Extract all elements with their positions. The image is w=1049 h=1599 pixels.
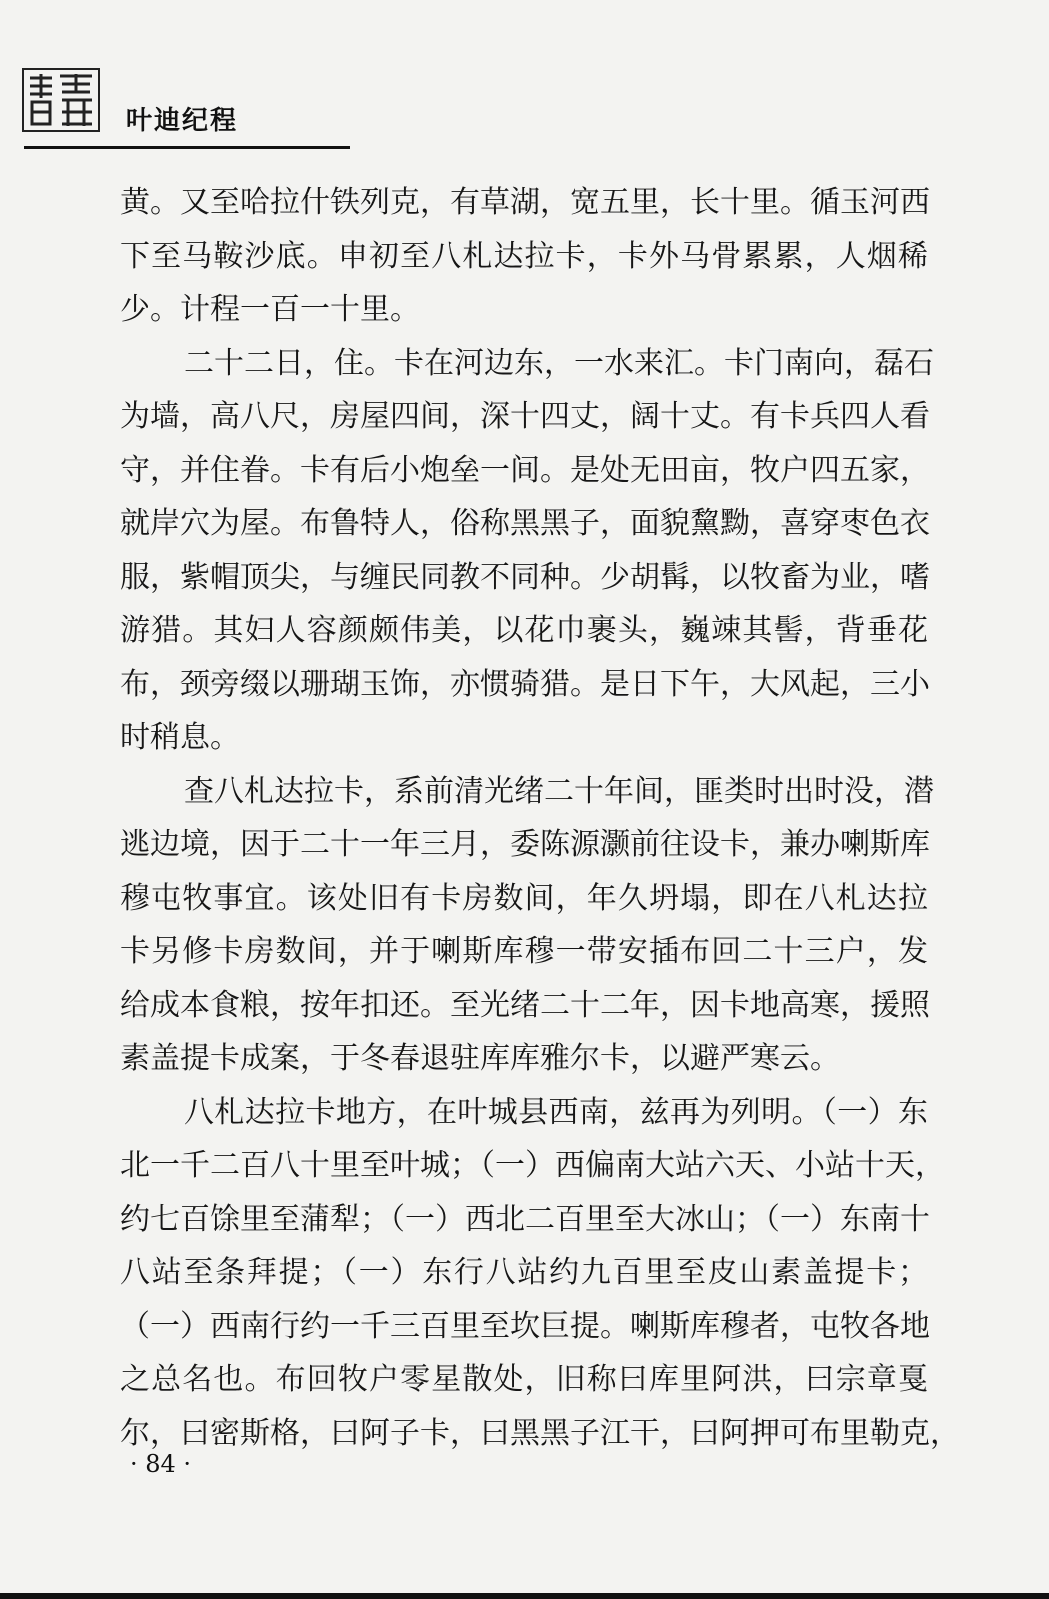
- text-line: 逃边境，因于二十一年三月，委陈源灏前往设卡，兼办喇斯库: [120, 827, 930, 862]
- text-line: 素盖提卡成案，于冬春退驻库库雅尔卡，以避严寒云。: [120, 1041, 840, 1076]
- text-line: 黄。又至哈拉什铁列克，有草湖，宽五里，长十里。循玉河西: [120, 185, 930, 220]
- text-line: 卡另修卡房数间，并于喇斯库穆一带安插布回二十三户，发: [120, 934, 928, 969]
- text-line: 八札达拉卡地方，在叶城县西南，兹再为列明。（一）东: [184, 1094, 928, 1130]
- text-line: 查八札达拉卡，系前清光绪二十年间，匪类时出时没，潜: [184, 773, 934, 809]
- text-line: 游猎。其妇人容颜颇伟美，以花巾裹头，巍竦其髻，背垂花: [120, 613, 928, 648]
- text-line: 给成本食粮，按年扣还。至光绪二十二年，因卡地高寒，援照: [120, 987, 930, 1023]
- body-text: [120, 176, 960, 1460]
- text-line: 下至马鞍沙底。申初至八札达拉卡，卡外马骨累累，人烟稀: [120, 238, 928, 274]
- text-line: 约七百馀里至蒲犁；（一）西北二百里至大冰山；（一）东南十: [120, 1201, 930, 1237]
- text-line: 二十二日，住。卡在河边东，一水来汇。卡门南向，磊石: [184, 345, 934, 381]
- text-line: 之总名也。布回牧户零星散处，旧称曰库里阿洪，曰宗章戛: [120, 1362, 928, 1397]
- text-line: 布，颈旁缀以珊瑚玉饰，亦惯骑猎。是日下午，大风起，三小: [120, 666, 930, 702]
- text-line: 尔，曰密斯格，曰阿子卡，曰黑黑子江干，曰阿押可布里勒克，: [120, 1415, 960, 1451]
- header-rule-divider: [24, 146, 350, 149]
- text-line: 八站至条拜提；（一）东行八站约九百里至皮山素盖提卡；: [120, 1255, 928, 1290]
- paragraph-2: [120, 337, 934, 765]
- text-line: 守，并住眷。卡有后小炮垒一间。是处无田亩，牧户四五家，: [120, 452, 930, 488]
- paragraph-3: [120, 765, 934, 1086]
- seal-logo-icon: [22, 68, 100, 132]
- paragraph-1: [120, 176, 928, 337]
- running-header-title: 叶迪纪程: [126, 106, 239, 136]
- paragraph-4: [120, 1086, 960, 1461]
- text-line: （一）西南行约一千三百里至坎巨提。喇斯库穆者，屯牧各地: [120, 1308, 930, 1344]
- text-line: 少。计程一百一十里。: [120, 292, 420, 327]
- text-line: 为墙，高八尺，房屋四间，深十四丈，阔十丈。有卡兵四人看: [120, 399, 930, 434]
- page-number: · 84 ·: [130, 1450, 192, 1478]
- text-line: 就岸穴为屋。布鲁特人，俗称黑黑子，面貌黧黝，喜穿枣色衣: [120, 506, 930, 541]
- page-bottom-edge: [0, 1593, 1049, 1599]
- text-line: 穆屯牧事宜。该处旧有卡房数间，年久坍塌，即在八札达拉: [120, 880, 928, 916]
- text-line: 北一千二百八十里至叶城；（一）西偏南大站六天、小站十天，: [120, 1148, 945, 1183]
- text-line: 时稍息。: [120, 720, 240, 755]
- text-line: 服，紫帽顶尖，与缠民同教不同种。少胡髯，以牧畜为业，嗜: [120, 559, 930, 595]
